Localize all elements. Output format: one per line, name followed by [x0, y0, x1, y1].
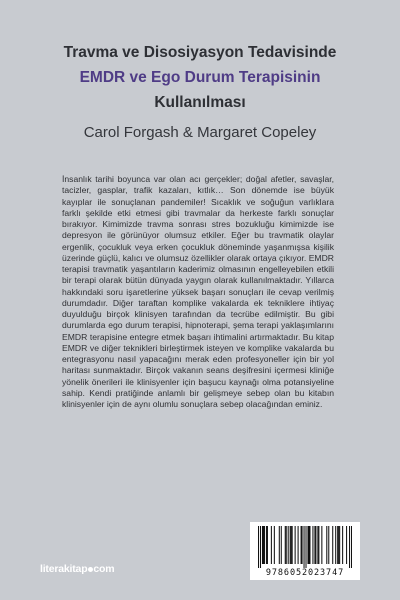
- barcode-bar: [286, 526, 287, 564]
- barcode-bar: [285, 526, 286, 564]
- barcode-bar: [302, 526, 303, 564]
- publisher-name: literakitap: [40, 563, 88, 575]
- barcode-bar: [332, 526, 333, 564]
- title-line-1: Travma ve Disosiyasyon Tedavisinde: [63, 44, 337, 61]
- barcode-bar: [351, 526, 352, 568]
- barcode-bar: [288, 526, 289, 564]
- barcode-bar: [337, 526, 338, 564]
- barcode-bar: [304, 526, 305, 568]
- barcode-bar: [349, 526, 350, 568]
- barcode-bar: [291, 526, 292, 564]
- barcode-bar: [305, 526, 306, 568]
- barcode-bar: [262, 526, 263, 564]
- barcode-bar: [309, 526, 310, 564]
- barcode-bar: [317, 526, 318, 564]
- barcode-bar: [292, 526, 293, 564]
- barcode-bar: [258, 526, 259, 568]
- barcode-bar: [264, 526, 265, 564]
- book-title: [0, 40, 400, 115]
- barcode-bars: [258, 526, 352, 568]
- barcode-bar: [271, 526, 272, 564]
- barcode-bar: [295, 526, 296, 564]
- barcode-bar: [339, 526, 340, 564]
- barcode-bar: [267, 526, 268, 564]
- barcode-bar: [338, 526, 339, 564]
- barcode-bar: [326, 526, 327, 564]
- barcode-bar: [274, 526, 275, 564]
- barcode-bar: [298, 526, 299, 564]
- blurb-paragraph: İnsanlık tarihi boyunca var olan acı gerçekler; doğal afetler, savaşlar, tacizler, gasplar, trafik kazaları, kıtlık… Son dönemde ise büyük kayıplar ile sonuçlanan pandemiler! Sıcaklık ve soğuğun varlıklara farklı şekilde etki etmesi gibi travmalar da herkeste farklı sonuçlar bırakıyor. Kimimizde travma sonrası stres bozukluğu kimimizde ise depresyon ile görünüyor olumsuz etkiler. Eğer bu travmatik olaylar ergenlik, çocukluk veya erken çocukluk döneminde yaşanmışsa kişilik üzerinde güçlü, kalıcı ve olumsuz özellikler olarak ortaya çıkıyor. EMDR terapisi travmatik yaşantıların kaderimiz olmasının engelleyebilen etkili bir terapi olarak bütün dünyada yaygın olarak kullanılmaktadır. Yıllarca hakkındaki soru işaretlerine yüksek başarı sonuçları ile cevap verilmiş durumdadır. Diğer taraftan komplike vakalarda ek tekniklere ihtiyaç duyulduğu birçok klinisyen tarafından da tecrübe edilmiştir. Bu gibi durumlarda ego durum terapisi, hipnoterapi, şema terapi yaklaşımlarını EMDR terapisine entegre etmek başarı ihtimalini artırmaktadır. Bu kitap EMDR ve diğer teknikleri birleştirmek isteyen ve komplike vakalarda bu entegrasyonu nasıl yapacağını merak eden profesyoneller için bir yol haritası sunmaktadır. Birçok vakanın seans deşifresini içermesi kliniğe yönelik önerileri ile klinisyenler için başucu kaynağı olma potansiyeline sahip. Kendi pratiğinde anlamlı bir gelişmeye sebep olan bu kitabın klinisyenler için de aynı olumlu sonuçlara sebep olacağından eminiz.: [62, 174, 334, 409]
- barcode-bar: [328, 526, 329, 564]
- title-line-2: EMDR ve Ego Durum Terapisinin: [79, 69, 321, 86]
- barcode-bar: [263, 526, 264, 564]
- barcode-bar: [308, 526, 309, 564]
- isbn-barcode: [250, 522, 360, 580]
- barcode-bar: [312, 526, 313, 564]
- blurb-text: [62, 174, 334, 410]
- title-line-3: Kullanılması: [154, 94, 246, 111]
- barcode-bar: [307, 526, 308, 564]
- barcode-bar: [314, 526, 315, 564]
- barcode-bar: [260, 526, 261, 568]
- barcode-bar: [266, 526, 267, 564]
- barcode-bar: [318, 526, 319, 564]
- publisher-logo: [40, 563, 114, 575]
- barcode-bar: [281, 526, 282, 564]
- barcode-bar: [346, 526, 347, 564]
- barcode-bar: [342, 526, 343, 564]
- barcode-bar: [315, 526, 316, 564]
- barcode-bar: [279, 526, 280, 564]
- barcode-bar: [290, 526, 291, 564]
- barcode-bar: [301, 526, 302, 564]
- publisher-suffix: com: [93, 563, 115, 575]
- barcode-bar: [335, 526, 336, 564]
- isbn-number: 9786052023747: [265, 568, 345, 578]
- book-authors: Carol Forgash & Margaret Copeley: [83, 124, 317, 141]
- barcode-bar: [321, 526, 322, 564]
